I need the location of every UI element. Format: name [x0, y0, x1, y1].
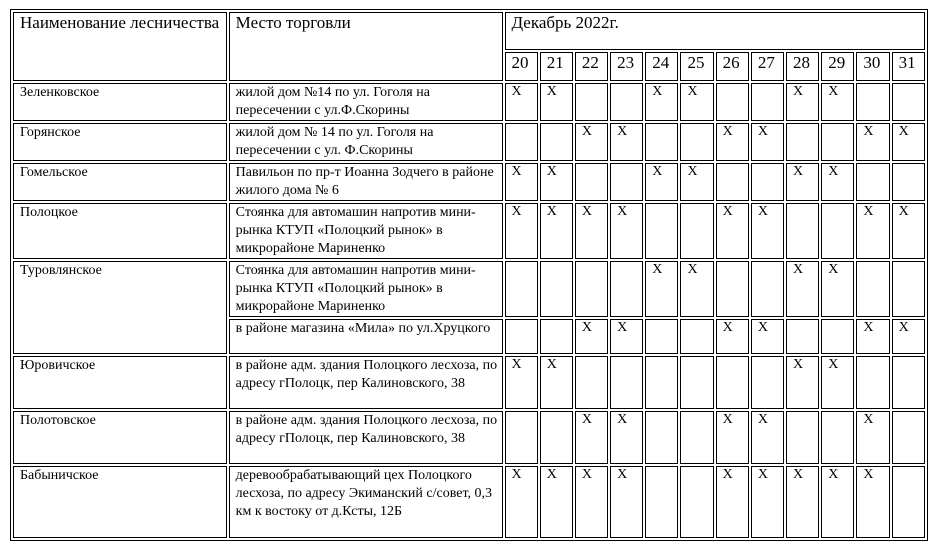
forestry-name: Полоцкое — [13, 203, 227, 259]
day-header: 25 — [680, 52, 713, 81]
day-mark — [575, 261, 608, 317]
day-header: 28 — [786, 52, 819, 81]
day-header: 26 — [716, 52, 749, 81]
day-mark — [540, 261, 573, 317]
day-mark — [645, 466, 678, 538]
day-mark: X — [751, 411, 784, 464]
day-mark: X — [610, 203, 643, 259]
header-forestry-name: Наименование лесничества — [13, 12, 227, 81]
trade-place: жилой дом № 14 по ул. Гоголя на пересечении с ул. Ф.Скорины — [229, 123, 503, 161]
forestry-name: Туровлянское — [13, 261, 227, 354]
day-mark: X — [856, 319, 889, 354]
day-mark — [751, 163, 784, 201]
day-mark: X — [751, 123, 784, 161]
schedule-table — [10, 9, 928, 541]
day-mark: X — [505, 83, 538, 121]
day-mark — [680, 203, 713, 259]
day-header: 27 — [751, 52, 784, 81]
day-mark — [856, 356, 889, 409]
day-mark: X — [645, 163, 678, 201]
day-mark — [540, 123, 573, 161]
day-mark: X — [540, 466, 573, 538]
day-mark — [716, 356, 749, 409]
day-mark — [786, 123, 819, 161]
day-mark: X — [716, 203, 749, 259]
day-mark: X — [751, 466, 784, 538]
day-mark: X — [716, 319, 749, 354]
day-mark — [645, 319, 678, 354]
day-mark: X — [680, 83, 713, 121]
day-mark: X — [540, 163, 573, 201]
day-mark — [610, 163, 643, 201]
day-mark: X — [610, 466, 643, 538]
day-mark — [680, 319, 713, 354]
trade-place: Павильон по пр-т Иоанна Зодчего в районе жилого дома № 6 — [229, 163, 503, 201]
day-mark: X — [505, 203, 538, 259]
day-header: 20 — [505, 52, 538, 81]
day-mark — [892, 411, 925, 464]
day-mark — [680, 466, 713, 538]
trade-place: в районе адм. здания Полоцкого лесхоза, по адресу гПолоцк, пер Калиновского, 38 — [229, 356, 503, 409]
day-mark — [786, 411, 819, 464]
day-mark: X — [645, 261, 678, 317]
day-mark — [505, 319, 538, 354]
day-mark: X — [716, 123, 749, 161]
day-mark: X — [821, 466, 854, 538]
day-mark — [645, 356, 678, 409]
table-row — [13, 261, 925, 317]
day-mark — [786, 319, 819, 354]
day-mark — [716, 83, 749, 121]
day-header: 31 — [892, 52, 925, 81]
day-mark — [856, 163, 889, 201]
header-month: Декабрь 2022г. — [505, 12, 926, 50]
day-mark — [505, 261, 538, 317]
day-mark: X — [540, 83, 573, 121]
day-mark: X — [786, 163, 819, 201]
table-row — [13, 163, 925, 201]
day-mark: X — [786, 83, 819, 121]
trade-place: Стоянка для автомашин напротив мини-рынка КТУП «Полоцкий рынок» в микрорайоне Мариненко — [229, 203, 503, 259]
day-mark: X — [856, 466, 889, 538]
day-mark — [610, 83, 643, 121]
day-mark — [716, 261, 749, 317]
table-row — [13, 411, 925, 464]
forestry-name: Бабыничское — [13, 466, 227, 538]
day-mark: X — [575, 466, 608, 538]
day-mark: X — [751, 319, 784, 354]
table-row — [13, 123, 925, 161]
day-mark — [645, 203, 678, 259]
day-mark: X — [856, 203, 889, 259]
trade-place: жилой дом №14 по ул. Гоголя на пересечении с ул.Ф.Скорины — [229, 83, 503, 121]
day-mark — [892, 163, 925, 201]
day-mark: X — [821, 261, 854, 317]
day-mark — [716, 163, 749, 201]
day-mark — [645, 411, 678, 464]
day-mark — [575, 163, 608, 201]
day-header: 23 — [610, 52, 643, 81]
day-mark: X — [680, 261, 713, 317]
day-mark: X — [856, 411, 889, 464]
day-mark — [821, 319, 854, 354]
day-mark — [892, 261, 925, 317]
trade-place: деревообрабатывающий цех Полоцкого лесхоза, по адресу Экиманский с/совет, 0,3 км к востоку от д.Ксты, 12Б — [229, 466, 503, 538]
forestry-name: Юровичское — [13, 356, 227, 409]
day-mark — [680, 123, 713, 161]
day-mark: X — [892, 203, 925, 259]
day-mark: X — [892, 319, 925, 354]
day-mark — [856, 261, 889, 317]
trade-place: в районе магазина «Мила» по ул.Хруцкого — [229, 319, 503, 354]
day-mark: X — [786, 466, 819, 538]
day-mark: X — [575, 411, 608, 464]
forestry-name: Зеленковское — [13, 83, 227, 121]
day-mark — [856, 83, 889, 121]
day-mark: X — [540, 356, 573, 409]
day-mark: X — [716, 466, 749, 538]
day-mark — [680, 411, 713, 464]
day-mark — [540, 319, 573, 354]
day-mark: X — [821, 163, 854, 201]
day-header: 24 — [645, 52, 678, 81]
table-row — [13, 466, 925, 538]
day-mark: X — [575, 319, 608, 354]
day-mark: X — [645, 83, 678, 121]
day-header: 22 — [575, 52, 608, 81]
day-mark — [505, 411, 538, 464]
trade-place: в районе адм. здания Полоцкого лесхоза, по адресу гПолоцк, пер Калиновского, 38 — [229, 411, 503, 464]
day-mark: X — [892, 123, 925, 161]
day-header: 29 — [821, 52, 854, 81]
day-mark — [751, 83, 784, 121]
day-mark: X — [505, 356, 538, 409]
day-mark — [505, 123, 538, 161]
day-mark — [892, 356, 925, 409]
forestry-name: Горянское — [13, 123, 227, 161]
day-mark — [821, 411, 854, 464]
trade-place: Стоянка для автомашин напротив мини-рынка КТУП «Полоцкий рынок» в микрорайоне Мариненко — [229, 261, 503, 317]
day-mark: X — [505, 163, 538, 201]
day-mark: X — [540, 203, 573, 259]
day-mark — [892, 466, 925, 538]
table-row — [13, 83, 925, 121]
day-mark — [786, 203, 819, 259]
day-mark — [821, 123, 854, 161]
day-mark — [575, 83, 608, 121]
day-mark — [645, 123, 678, 161]
day-mark — [751, 261, 784, 317]
day-mark — [540, 411, 573, 464]
day-mark: X — [716, 411, 749, 464]
forestry-name: Гомельское — [13, 163, 227, 201]
day-mark: X — [610, 411, 643, 464]
day-mark — [751, 356, 784, 409]
day-header: 30 — [856, 52, 889, 81]
day-mark — [610, 261, 643, 317]
day-mark — [892, 83, 925, 121]
day-mark: X — [575, 123, 608, 161]
table-row — [13, 356, 925, 409]
day-mark — [680, 356, 713, 409]
day-mark: X — [821, 356, 854, 409]
day-mark: X — [786, 261, 819, 317]
header-trade-place: Место торговли — [229, 12, 503, 81]
day-mark: X — [505, 466, 538, 538]
day-mark: X — [610, 123, 643, 161]
day-mark: X — [751, 203, 784, 259]
day-mark: X — [575, 203, 608, 259]
day-mark — [610, 356, 643, 409]
table-row — [13, 203, 925, 259]
forestry-name: Полотовское — [13, 411, 227, 464]
day-mark: X — [680, 163, 713, 201]
day-mark — [575, 356, 608, 409]
day-header: 21 — [540, 52, 573, 81]
day-mark: X — [786, 356, 819, 409]
day-mark: X — [856, 123, 889, 161]
day-mark: X — [821, 83, 854, 121]
day-mark — [821, 203, 854, 259]
day-mark: X — [610, 319, 643, 354]
